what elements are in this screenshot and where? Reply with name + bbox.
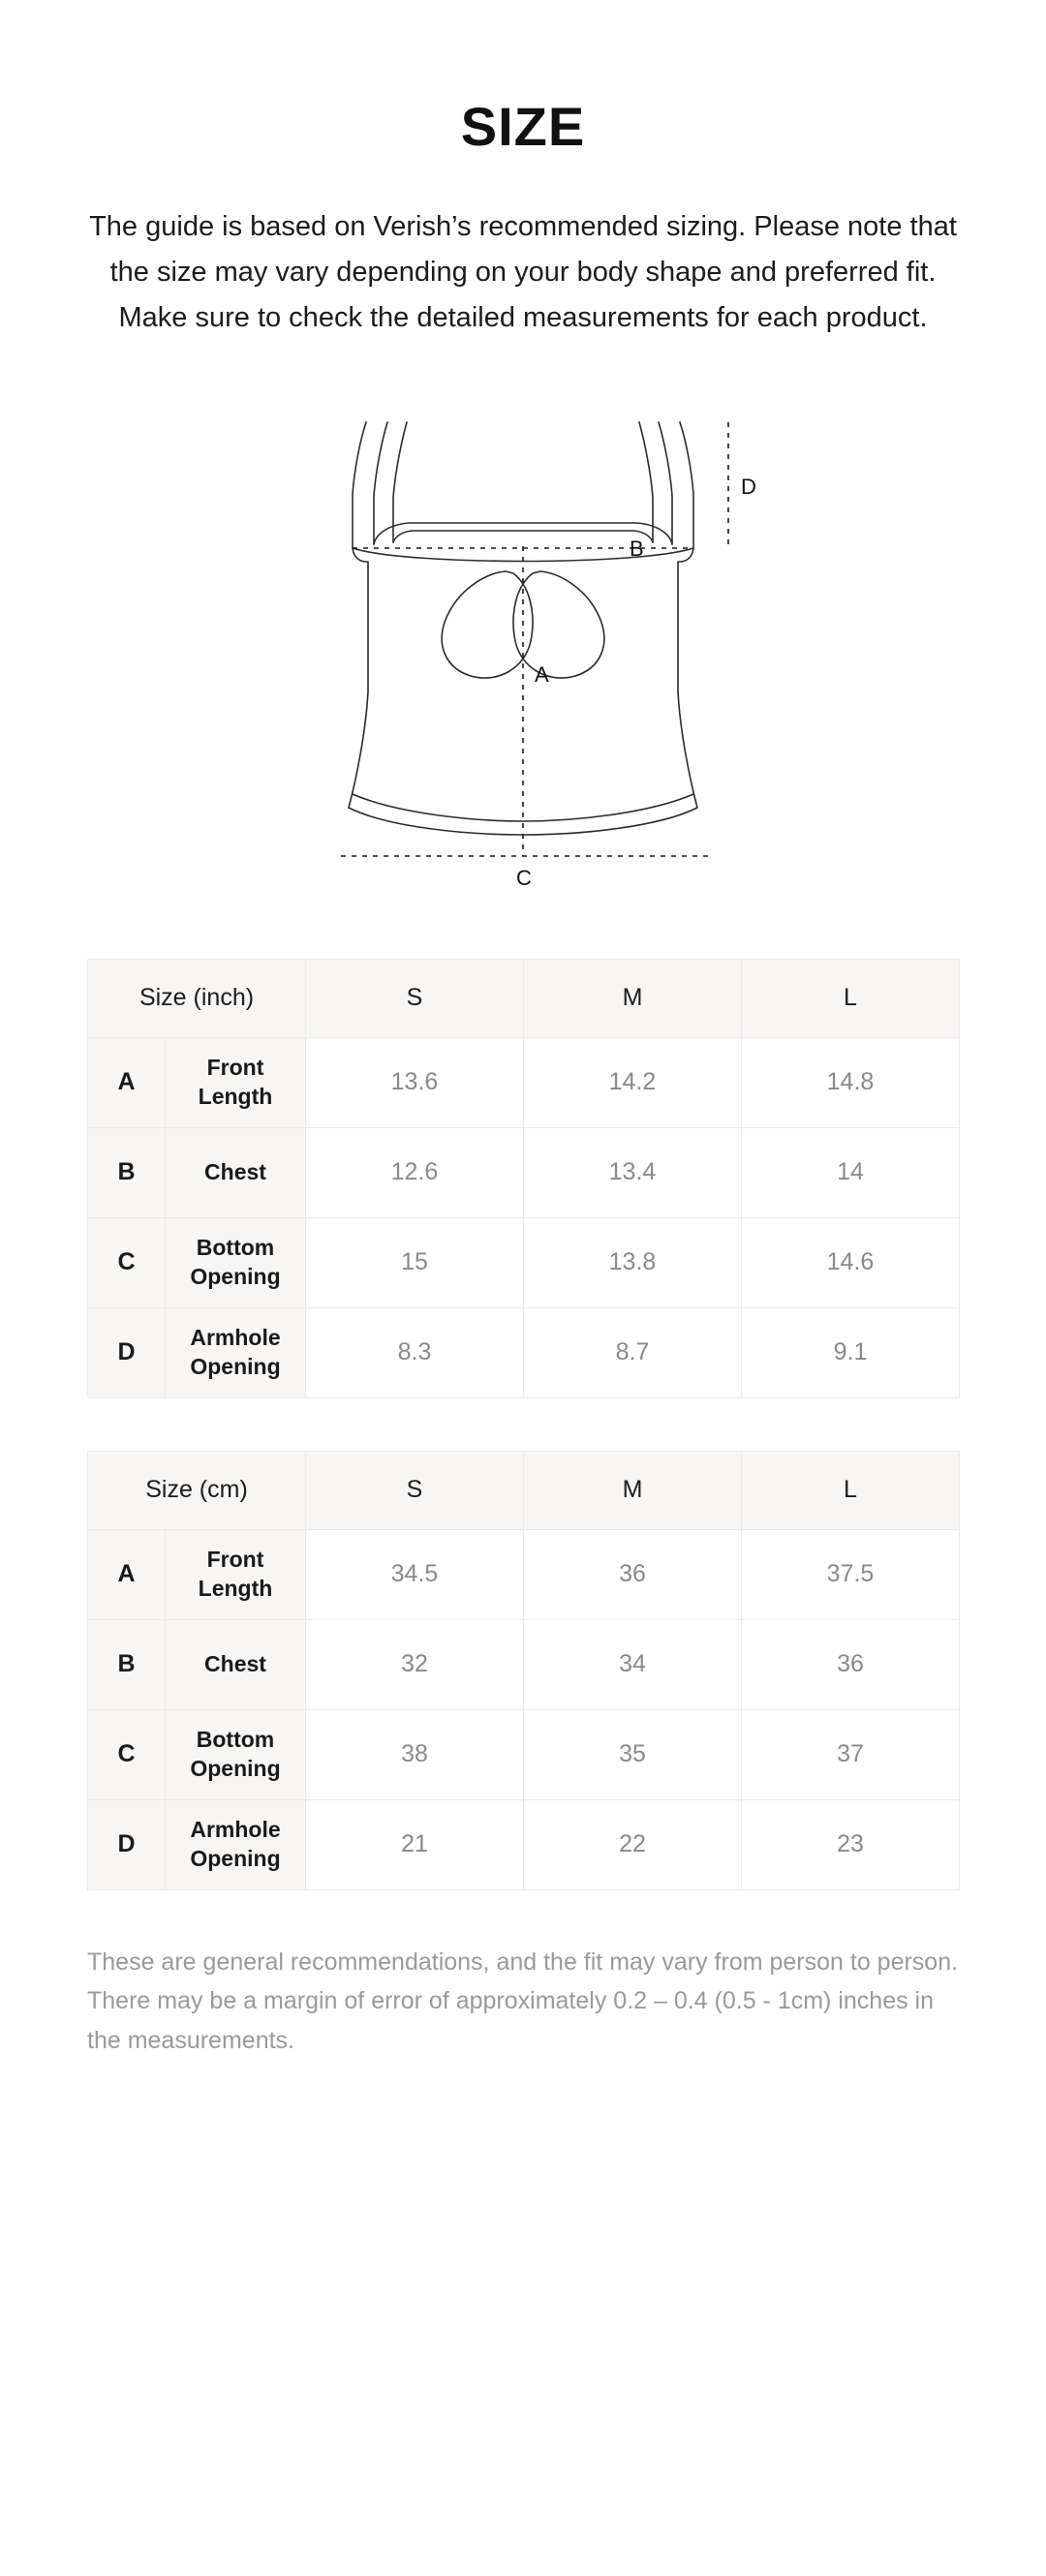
garment-diagram xyxy=(0,401,1046,905)
cell-m: 8.7 xyxy=(524,1307,742,1397)
cell-m: 13.4 xyxy=(524,1127,742,1217)
row-letter: A xyxy=(88,1529,166,1619)
cell-l: 37.5 xyxy=(742,1529,960,1619)
cell-s: 34.5 xyxy=(306,1529,524,1619)
intro-text: The guide is based on Verish’s recommended sizing. Please note that the size may vary depending on your body shape and preferred fit. Make sure to check the detailed measurements for each product. xyxy=(89,211,957,333)
size-table-inch xyxy=(87,959,960,1398)
row-name: Front Length xyxy=(166,1529,306,1619)
table-header-unit: Size (cm) xyxy=(88,1451,306,1529)
cell-m: 35 xyxy=(524,1709,742,1799)
cell-m: 34 xyxy=(524,1619,742,1709)
table-header-l: L xyxy=(742,959,960,1037)
diagram-label-c: C xyxy=(516,865,532,890)
table-row xyxy=(88,1619,960,1709)
table-header-s: S xyxy=(306,1451,524,1529)
page-title: SIZE xyxy=(460,96,586,157)
cell-s: 15 xyxy=(306,1217,524,1307)
cell-l: 36 xyxy=(742,1619,960,1709)
cell-m: 14.2 xyxy=(524,1037,742,1127)
row-letter: D xyxy=(88,1799,166,1889)
row-name: Bottom Opening xyxy=(166,1217,306,1307)
size-tables xyxy=(87,959,959,1890)
row-letter: B xyxy=(88,1127,166,1217)
cell-s: 12.6 xyxy=(306,1127,524,1217)
row-name: Bottom Opening xyxy=(166,1709,306,1799)
cell-l: 14.8 xyxy=(742,1037,960,1127)
tank-top-illustration xyxy=(252,401,794,905)
table-row xyxy=(88,1709,960,1799)
diagram-label-b: B xyxy=(630,536,644,561)
size-table-cm xyxy=(87,1451,960,1890)
cell-s: 8.3 xyxy=(306,1307,524,1397)
diagram-label-a: A xyxy=(535,661,549,687)
cell-l: 37 xyxy=(742,1709,960,1799)
footnote-text: These are general recommendations, and the fit may vary from person to person. There may be a margin of error of approximately 0.2 – 0.4 (0.5 - 1cm) inches in the measurements. xyxy=(87,1947,959,2054)
table-body-cm xyxy=(88,1529,960,1889)
table-header-l: L xyxy=(742,1451,960,1529)
row-name: Front Length xyxy=(166,1037,306,1127)
row-name: Chest xyxy=(166,1127,306,1217)
cell-l: 14 xyxy=(742,1127,960,1217)
table-header-unit: Size (inch) xyxy=(88,959,306,1037)
table-row xyxy=(88,1217,960,1307)
table-body-inch xyxy=(88,1037,960,1397)
cell-s: 38 xyxy=(306,1709,524,1799)
diagram-label-d: D xyxy=(741,474,756,499)
row-name: Armhole Opening xyxy=(166,1307,306,1397)
table-row xyxy=(88,1037,960,1127)
cell-m: 36 xyxy=(524,1529,742,1619)
cell-s: 13.6 xyxy=(306,1037,524,1127)
cell-l: 23 xyxy=(742,1799,960,1889)
table-row xyxy=(88,1307,960,1397)
cell-m: 22 xyxy=(524,1799,742,1889)
row-letter: A xyxy=(88,1037,166,1127)
row-letter: B xyxy=(88,1619,166,1709)
table-row xyxy=(88,1799,960,1889)
table-header-m: M xyxy=(524,1451,742,1529)
size-guide-page xyxy=(0,95,1046,2060)
cell-s: 32 xyxy=(306,1619,524,1709)
table-head-inch xyxy=(88,959,960,1037)
row-name: Chest xyxy=(166,1619,306,1709)
table-header-row xyxy=(88,1451,960,1529)
row-name: Armhole Opening xyxy=(166,1799,306,1889)
table-row xyxy=(88,1127,960,1217)
table-header-m: M xyxy=(524,959,742,1037)
row-letter: C xyxy=(88,1217,166,1307)
cell-l: 14.6 xyxy=(742,1217,960,1307)
table-header-s: S xyxy=(306,959,524,1037)
table-head-cm xyxy=(88,1451,960,1529)
row-letter: D xyxy=(88,1307,166,1397)
cell-s: 21 xyxy=(306,1799,524,1889)
cell-l: 9.1 xyxy=(742,1307,960,1397)
cell-m: 13.8 xyxy=(524,1217,742,1307)
table-row xyxy=(88,1529,960,1619)
row-letter: C xyxy=(88,1709,166,1799)
table-header-row xyxy=(88,959,960,1037)
